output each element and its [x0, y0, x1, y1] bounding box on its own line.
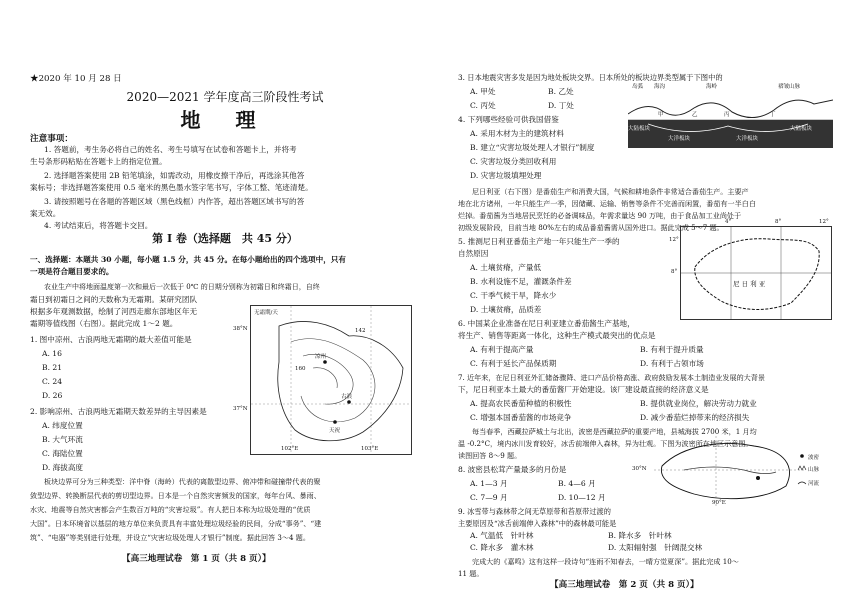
q6-option: C. 有利于延长产品保质期 — [470, 359, 557, 368]
lat-label: 8° — [671, 269, 678, 275]
q1-option: B. 21 — [42, 363, 63, 372]
lat-label: 38°N — [233, 326, 248, 332]
q9-option: D. 太阳辐射强 针阔混交林 — [608, 543, 703, 552]
nigeria-map-drawing — [681, 227, 831, 319]
q2-option: D. 海拔高度 — [42, 463, 84, 472]
q6-stem: 6. 中国某企业准备在尼日利亚建立番茄酱生产基地， — [458, 319, 635, 328]
q3-option: A. 甲处 — [470, 87, 496, 96]
plate-boundary-drawing — [628, 90, 833, 148]
q1-option: C. 24 — [42, 377, 63, 386]
passage-2-line: 筑”、“电器”等类别进行处理，并设立“灾害垃圾处理人才银行”制度。据此回答 3～4 题。 — [30, 533, 310, 542]
lon-label: 8° — [775, 219, 782, 225]
q5-stem: 5. 推测尼日利亚番茄主产地一年只能生产一季的 — [458, 237, 620, 246]
plate-label: 大陆板块 — [628, 126, 651, 132]
q3-stem: 3. 日本地震灾害多发是因为地处板块交界。日本所处的板块边界类型属于下图中的 — [458, 73, 723, 82]
q1-option: D. 26 — [42, 391, 63, 400]
q5-option: B. 水利设施不足，灌溉条件差 — [470, 277, 572, 286]
q9-option: B. 降水多 针叶林 — [608, 531, 672, 540]
plate-boundary-figure — [628, 84, 833, 148]
isoline-value: 142 — [355, 328, 366, 334]
part-intro: 一项是符合题目要求的。 — [30, 267, 114, 276]
q4-option: B. 建立“灾害垃圾处理人才银行”制度 — [470, 143, 595, 152]
q1-stem: 1. 图中凉州、古浪两地无霜期的最大差值可能是 — [30, 335, 192, 344]
q6-stem-2: 将生产、销售等距离一体化，这种生产模式最突出的优点是 — [458, 331, 656, 340]
q5-option: D. 土壤贫瘠，品质差 — [470, 305, 542, 314]
plate-point: 丙 — [724, 112, 730, 118]
passage-3-line: 烂掉。番茄酱为当地居民烹饪的必备调味品，年需求量达 90 万吨，由于食品加工业尚处于 — [458, 211, 742, 220]
passage-2-line: 敛型边界、转换断层代表的剪切型边界。日本是一个自然灾害频发的国家，每年台风、暴雨、 — [30, 491, 321, 500]
q4-option: A. 采用木材为主的建筑材料 — [470, 129, 564, 138]
subject-title: 地 理 — [180, 108, 270, 132]
map-title: 无霜期/天 — [254, 310, 278, 316]
q5-stem-2: 自然原因 — [458, 249, 489, 258]
plate-label: 海沟 — [654, 84, 666, 90]
notice-line: 2. 选择题答案使用 2B 铅笔填涂，如需改动，用橡皮擦干净后，再选涂其他答 — [44, 171, 305, 180]
plate-point: 甲 — [658, 112, 664, 118]
plate-label: 海岭 — [706, 84, 718, 90]
q8-option: B. 4—6 月 — [558, 479, 596, 488]
plate-point: 乙 — [692, 112, 698, 118]
q6-option: D. 有利于占领市场 — [640, 359, 704, 368]
q2-option: A. 纬度位置 — [42, 421, 83, 430]
q7-stem-2: 下，尼日利亚本土最大的番茄酱厂开始建设。该厂建设最直接的经济意义是 — [458, 385, 709, 394]
legend-item: 河流 — [808, 481, 820, 487]
legend-item: 山脉 — [808, 467, 820, 473]
q9-stem: 9. 冰雪带与森林带之间无草原带和苔原带过渡的 — [458, 507, 611, 516]
passage-5-line: 完成大的《嘉鸣》这有这样一段诗句“连雨不知春去，一晴方觉夏深”。据此完成 10～ — [472, 557, 739, 566]
q2-option: B. 大气环流 — [42, 435, 83, 444]
passage-3-line: 尼日利亚（右下图）是番茄生产和消费大国，气候和耕地条件非常适合番茄生产。主要产 — [472, 187, 749, 196]
nigeria-map — [669, 219, 832, 320]
plate-point: 丁 — [770, 112, 776, 118]
passage-1-line: 霜日到初霜日之间的天数称为无霜期。某研究团队 — [30, 295, 198, 304]
q3-option: C. 丙处 — [470, 101, 496, 110]
q8-option: D. 10—12 月 — [558, 493, 606, 502]
lon-label: 102°E — [281, 446, 299, 452]
frost-free-map — [233, 305, 412, 455]
section-title: 第 I 卷（选择题 共 45 分） — [152, 232, 298, 245]
q2-stem: 2. 影响凉州、古浪两地无霜期天数差异的主导因素是 — [30, 407, 207, 416]
lon-label: 103°E — [361, 446, 379, 452]
plate-label: 大陆板块 — [790, 126, 813, 132]
country-name: 尼 日 利 亚 — [733, 280, 766, 288]
notice-line: 生号条形码粘贴在答题卡上的指定位置。 — [30, 157, 167, 166]
q5-option: A. 土壤贫瘠，产量低 — [470, 263, 542, 272]
q4-stem: 4. 下列哪些经验可供我国借鉴 — [458, 115, 559, 124]
page-footer: 【高三地理试卷 第 1 页（共 8 页）】 — [122, 554, 271, 564]
q8-option: C. 7—9 月 — [470, 493, 508, 502]
q7-stem: 7. 近年来，在尼日利亚外汇储备骤降、进口产品价格高涨、政府鼓励发展本土制造业发展的大背景 — [458, 373, 765, 382]
passage-3-line: 地在北方诸州，一年只能生产一季，因储藏、运输、销售等条件不完善而闲置，番茄有一半白白 — [458, 199, 756, 208]
lon-label: 4° — [725, 219, 732, 225]
q4-option: C. 灾害垃圾分类回收利用 — [470, 157, 557, 166]
plate-label: 褶皱山脉 — [778, 84, 801, 90]
q3-option: D. 丁处 — [548, 101, 574, 110]
bomi-region-drawing — [654, 436, 834, 508]
passage-2-line: 大国”。日本环境省以基层的地方单位来负责具有丰富处理垃圾经验的民间，分成“事务”、“建 — [30, 519, 322, 528]
part-intro: 一、选择题：本题共 30 小题，每小题 1.5 分，共 45 分。在每小题给出的四个选项中，只有 — [30, 255, 346, 264]
q6-option: A. 有利于提高产量 — [470, 345, 534, 354]
lon-label: 12° — [819, 219, 829, 225]
q7-option: A. 提高农民番茄种植的积极性 — [470, 399, 572, 408]
passage-4-line: 读图回答 8～9 题。 — [458, 451, 522, 460]
q1-option: A. 16 — [42, 349, 62, 358]
plate-label: 大洋板块 — [736, 136, 759, 142]
lon-label: 90°E — [712, 500, 726, 506]
passage-4-line: 每当春季，西藏拉萨城土与北出，波密是西藏拉萨的重要产地，县城海拔 2700 米，1 月均 — [472, 427, 757, 436]
notice-heading: 注意事项： — [30, 134, 73, 144]
plate-label: 大洋板块 — [668, 136, 691, 142]
lat-label: 12° — [669, 237, 679, 243]
course-title: 2020—2021 学年度高三阶段性考试 — [126, 90, 324, 104]
place-label: 古浪 — [341, 394, 353, 400]
q7-option: C. 增强本国番茄酱的市场竞争 — [470, 413, 572, 422]
page-1 — [30, 0, 430, 592]
bomi-region-map — [632, 436, 834, 508]
notice-line: 1. 答题前，考生务必将自己的姓名、考生号填写在试卷和答题卡上，并将考 — [44, 145, 297, 154]
passage-1-line: 农业生产中将地面温度第一次和最后一次低于 0℃ 的日期分别称为初霜日和终霜日，自终 — [44, 283, 320, 291]
q9-option: C. 降水多 灌木林 — [470, 543, 534, 552]
q8-option: A. 1—3 月 — [470, 479, 508, 488]
isoline-value: 160 — [295, 366, 306, 372]
q4-option: D. 灾害垃圾填埋处理 — [470, 171, 542, 180]
q7-option: B. 提供就业岗位，解决劳动力就业 — [640, 399, 757, 408]
passage-2-line: 板块边界可分为三种类型：洋中脊（海岭）代表的离散型边界、俯冲带和碰撞带代表的聚 — [44, 477, 321, 486]
notice-line: 案标号；非选择题答案使用 0.5 毫米的黑色墨水签字笔书写，字体工整、笔迹清楚。 — [30, 183, 313, 192]
q3-option: B. 乙处 — [548, 87, 574, 96]
q7-option: D. 减少番茄烂掉带来的经济损失 — [640, 413, 750, 422]
lat-label: 30°N — [632, 466, 647, 472]
q6-option: B. 有利于提升质量 — [640, 345, 704, 354]
plate-label: 岛弧 — [632, 84, 644, 90]
passage-3-line: 初级发展阶段，目前当地 80%左右的成品番茄酱需从国外进口。据此完成 5～7 题。 — [458, 223, 724, 232]
notice-line: 3. 请按照题号在各题的答题区域（黑色线框）内作答，超出答题区域书写的答 — [44, 197, 305, 206]
page-2 — [458, 0, 853, 592]
q8-stem: 8. 波密县松茸产量最多的月份是 — [458, 465, 567, 474]
q2-option: C. 海陆位置 — [42, 449, 83, 458]
passage-2-line: 水灾、地震等自然灾害都会产生数百万吨的“灾害垃圾”。有人把日本称为垃圾处理的“优质 — [30, 505, 311, 514]
passage-1-line: 根据多年观测数据，绘制了河西走廊东部地区年无 — [30, 307, 198, 316]
place-label: 天祝 — [329, 428, 341, 434]
place-label: 凉州 — [315, 354, 327, 360]
legend-item: 波密 — [808, 455, 820, 461]
q9-stem-2: 主要原因及“冰舌前端伸入森林”中的森林最可能是 — [458, 519, 617, 528]
notice-line: 案无效。 — [30, 209, 61, 218]
exam-date: ★2020 年 10 月 28 日 — [30, 74, 122, 84]
passage-4-line: 温 -0.2°C，境内冰川发育较好，冰舌前端伸入森林，异为壮观。下图为波密所在地区示意图。 — [458, 439, 753, 448]
q9-option: A. 气温低 针叶林 — [470, 531, 534, 540]
q5-option: C. 干季气候干旱，降水少 — [470, 291, 557, 300]
notice-line: 4. 考试结束后，将答题卡交回。 — [44, 221, 153, 230]
passage-1-line: 霜期等值线图（右图）。据此完成 1～2 题。 — [30, 319, 178, 328]
passage-5-line: 11 题。 — [458, 569, 484, 578]
lat-label: 37°N — [233, 406, 248, 412]
page-footer: 【高三地理试卷 第 2 页（共 8 页）】 — [550, 580, 699, 590]
